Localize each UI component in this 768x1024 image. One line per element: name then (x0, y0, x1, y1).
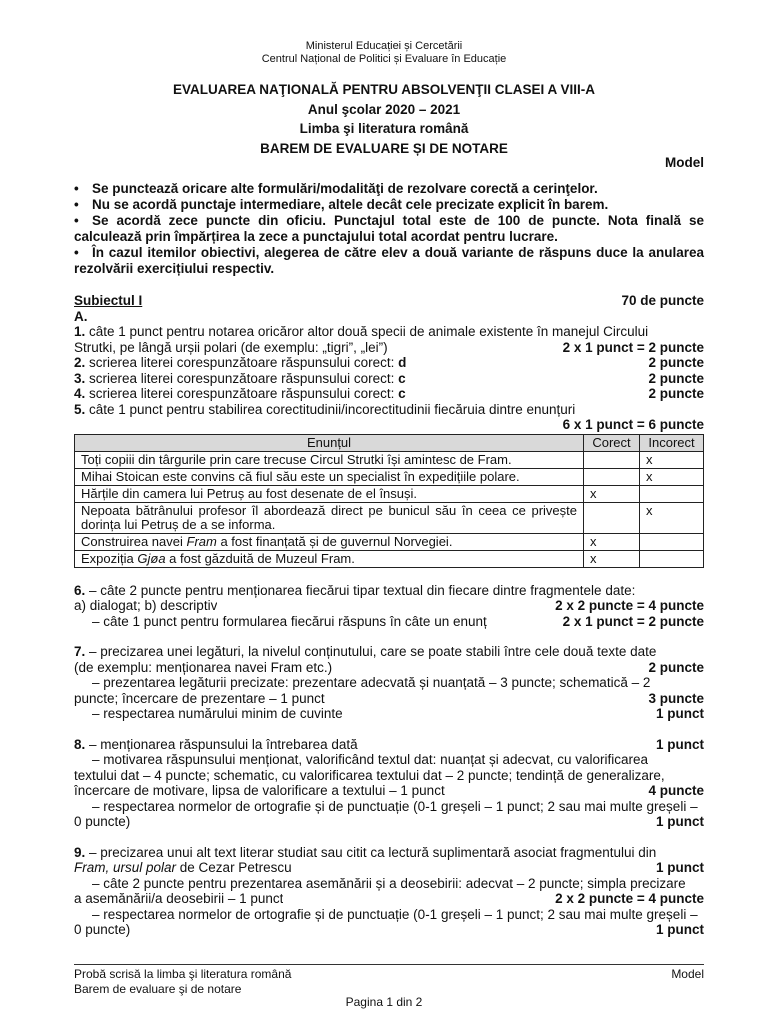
general-rules (74, 181, 704, 277)
item-1-score: 2 x 1 punct = 2 puncte (562, 339, 704, 355)
model-label: Model (665, 155, 704, 170)
item-7: 7. – precizarea unei legături, la nivelul conținutului, care se poate stabili între cele două texte date (de exemplu: menționarea navei Fram etc.) 2 puncte – prezentarea legăturii precizate: prezentare adecvată și nuanțată – 3 puncte; schematică – 2 puncte; încercare de prezentare – 1 punct 3 puncte – respectarea numărului minim de cuvinte 1 punct (74, 644, 704, 721)
exam-title: EVALUAREA NAŢIONALĂ PENTRU ABSOLVENŢII CLASEI A VIII-A (172, 82, 595, 97)
table-row: Hărțile din camera lui Petruș au fost desenate de el însuși. x (75, 485, 704, 502)
barem-title: BAREM DE EVALUARE ȘI DE NOTARE (260, 140, 508, 156)
table-row: Mihai Stoican este convins că fiul său este un specialist în expedițiile polare. x (75, 468, 704, 485)
item-3-score: 2 puncte (648, 370, 704, 386)
footer (74, 967, 704, 997)
column-header: Incorect (640, 434, 704, 451)
item-3: 3. scrierea literei corespunzătoare răspunsului corect: c 2 puncte (74, 370, 704, 386)
bullet-icon: • (74, 181, 79, 196)
table-row: Toți copiii din târgurile prin care trecuse Circul Strutki își amintesc de Fram. x (75, 451, 704, 468)
ministry-name: Ministerul Educației și Cercetării (305, 40, 463, 52)
bullet-icon: • (74, 245, 79, 260)
item-5-score: 6 x 1 punct = 6 puncte (562, 417, 704, 432)
section-label: A. (74, 308, 88, 324)
page-number: Pagina 1 din 2 (345, 995, 423, 1009)
subject-points: 70 de puncte (621, 293, 704, 308)
footer-left-1: Probă scrisă la limba şi literatura română (74, 967, 292, 981)
table-row: Nepoata bătrânului profesor îl abordează direct pe bunicul său în ceea ce privește dorința lui Petruș de a se informa. x (75, 502, 704, 533)
item-5: 5. câte 1 punct pentru stabilirea corectitudinii/incorectitudinii fiecăruia dintre enunțuri 6 x 1 punct = 6 puncte (74, 401, 704, 432)
item-6: 6. – câte 2 puncte pentru menționarea fiecărui tipar textual din fiecare dintre fragmentele date: a) dialogat; b) descriptiv 2 x 2 puncte = 4 puncte – câte 1 punct pentru formularea fiecărui răspuns în câte un enunț 2 x 1 punct = 2 puncte (74, 582, 704, 629)
item-2: 2. scrierea literei corespunzătoare răspunsului corect: d 2 puncte (74, 355, 704, 370)
center-name: Centrul Național de Politici și Evaluare în Educație (261, 53, 507, 65)
item-9: 9. – precizarea unui alt text literar studiat sau citit ca lectură suplimentară asociat fragmentului din Fram, ursul polar de Cezar Petrescu 1 punct – câte 2 puncte pentru prezentarea asemănării și a deosebirii: adecvat – 2 puncte; simpla precizare a asemănării/a deosebirii – 1 punct 2 x 2 puncte = 4 puncte – respectarea normelor de ortografie și de punctuație (0-1 greșeli – 1 punct; 2 sau mai multe greșeli – 0 puncte) 1 punct (74, 844, 704, 937)
bullet-icon: • (74, 197, 79, 212)
column-header: Corect (584, 434, 640, 451)
footer-right: Model (671, 967, 704, 981)
item-4-score: 2 puncte (648, 386, 704, 401)
item-4: 4. scrierea literei corespunzătoare răspunsului corect: c 2 puncte (74, 386, 704, 401)
rule-item: • Se punctează oricare alte formulări/modalităţi de rezolvare corectă a cerinţelor. (74, 181, 598, 196)
table-row: Construirea navei Fram a fost finanțată și de guvernul Norvegiei. x (75, 533, 704, 550)
rule-item: • Nu se acordă punctaje intermediare, altele decât cele precizate explicit în barem. (74, 197, 609, 212)
rule-item: • În cazul itemilor obiectivi, alegerea de către elev a două variante de răspuns duce la anularea rezolvării exercițiului respectiv. (74, 245, 704, 276)
statements-table (74, 434, 704, 568)
rule-item: • Se acordă zece puncte din oficiu. Punctajul total este de 100 de puncte. Nota finală se calculează prin împărțirea la zece a punctajului total acordat pentru lucrare. (74, 213, 704, 244)
item-8: 8. – menționarea răspunsului la întrebarea dată 1 punct – motivarea răspunsului menționat, valorificând textul dat: nuanțat și adecvat, cu valorificarea textului dat – 4 puncte; schematic, cu valorificarea textului dat – 2 puncte; tendință de generalizare, încercare de motivare, lipsa de valorificare a textului – 1 punct 4 puncte – respectarea normelor de ortografie și de punctuație (0-1 greșeli – 1 punct; 2 sau mai multe greșeli – 0 puncte) 1 punct (74, 736, 704, 829)
item-1: 1. câte 1 punct pentru notarea oricăror altor două specii de animale existente în manejul Circului Strutki, pe lângă urșii polari (de exemplu: „tigri”, „lei”) 2 x 1 punct = 2 puncte (74, 324, 704, 355)
subject-name: Limba şi literatura română (299, 121, 469, 136)
ministry-header (0, 40, 768, 66)
table-header-row (75, 434, 704, 451)
footer-divider (74, 964, 704, 965)
item-2-score: 2 puncte (648, 355, 704, 370)
column-header: Enunțul (75, 434, 584, 451)
school-year: Anul şcolar 2020 – 2021 (307, 101, 461, 117)
document-title-block (0, 80, 768, 158)
subject-label: Subiectul I (74, 293, 143, 308)
bullet-icon: • (74, 213, 79, 228)
table-row: Expoziția Gjøa a fost găzduită de Muzeul Fram. x (75, 550, 704, 567)
subject-header (74, 293, 704, 309)
subject-body (74, 293, 704, 938)
footer-left-2: Barem de evaluare şi de notare (74, 982, 242, 996)
